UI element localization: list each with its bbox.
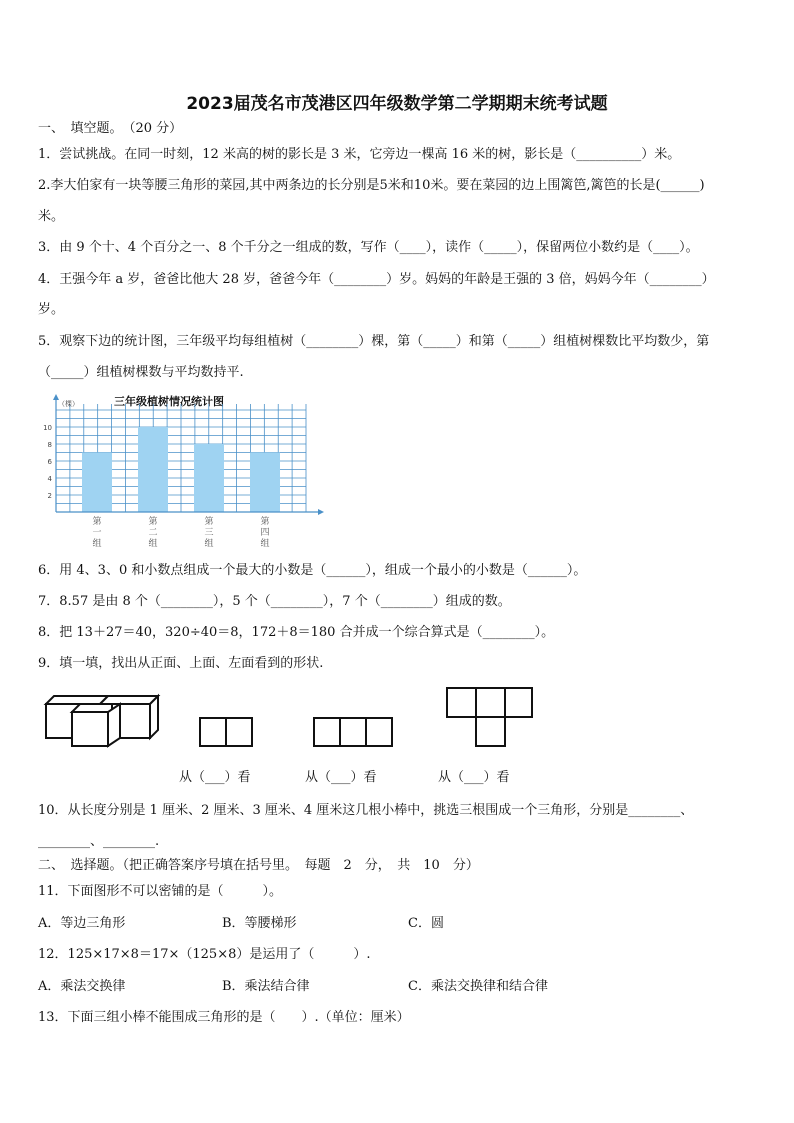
y-tick-label: 8 xyxy=(47,441,52,449)
section-1-heading: 一、 填空题。 （20 分） xyxy=(38,121,183,136)
question-4-line-1: 4．王强今年 a 岁，爸爸比他大 28 岁，爸爸今年（________）岁。妈妈的年龄是王强的 3 倍，妈妈今年（________） xyxy=(38,272,715,287)
x-tick-label: 组 xyxy=(260,539,270,549)
cube-stack-figure xyxy=(40,690,170,750)
question-6: 6．用 4、3、0 和小数点组成一个最大的小数是（______），组成一个最小的小数是（______）。 xyxy=(38,563,587,578)
question-3: 3．由 9 个十、4 个百分之一、8 个千分之一组成的数，写作（____），读作（_____），保留两位小数约是（____）。 xyxy=(38,240,699,255)
y-tick-label: 4 xyxy=(47,475,52,483)
bar-4 xyxy=(250,453,280,513)
x-tick-label: 第 xyxy=(92,517,102,527)
question-10-line-2: ________、________. xyxy=(38,834,160,849)
view-label-2: 从（___）看 xyxy=(305,770,377,785)
y-tick-label: 6 xyxy=(47,458,52,466)
y-axis-label: （棵） xyxy=(58,400,79,408)
question-7: 7．8.57 是由 8 个（________），5 个（________），7 个（________）组成的数。 xyxy=(38,594,511,609)
y-tick-label: 2 xyxy=(47,492,52,500)
question-11: 11．下面图形不可以密铺的是（ ）。 xyxy=(38,884,283,899)
y-tick-label: 10 xyxy=(43,424,52,432)
view-shape-two-squares xyxy=(198,716,256,748)
view-shape-three-squares xyxy=(312,716,396,748)
question-12-option-a: A．乘法交换律 xyxy=(38,979,126,994)
view-label-1: 从（___）看 xyxy=(179,770,251,785)
x-tick-label: 三 xyxy=(204,528,214,538)
view-shape-t-shape xyxy=(445,686,535,748)
question-10-line-1: 10．从长度分别是 1 厘米、2 厘米、3 厘米、4 厘米这几根小棒中，挑选三根围成一个三角形，分别是________、 xyxy=(38,803,694,818)
section-2-heading: 二、 选择题。（把正确答案序号填在括号里。 每题 2 分， 共 10 分） xyxy=(38,858,479,873)
question-12-option-b: B．乘法结合律 xyxy=(222,979,310,994)
tree-planting-bar-chart xyxy=(0,0,794,560)
x-tick-label: 组 xyxy=(92,539,102,549)
question-11-option-a: A．等边三角形 xyxy=(38,916,126,931)
question-5-line-2: （_____）组植树棵数与平均数持平. xyxy=(38,365,244,380)
question-2-line-2: 米。 xyxy=(38,209,65,224)
x-tick-label: 第 xyxy=(148,517,158,527)
question-2-line-1: 2.李大伯家有一块等腰三角形的菜园,其中两条边的长分别是5米和10米。要在菜园的边上围篱笆,篱笆的长是(______) xyxy=(38,178,705,193)
question-8: 8．把 13＋27＝40，320÷40＝8，172＋8＝180 合并成一个综合算式是（________）。 xyxy=(38,625,555,640)
x-tick-label: 组 xyxy=(204,539,214,549)
chart-title: 三年级植树情况统计图 xyxy=(114,395,224,408)
question-4-line-2: 岁。 xyxy=(38,302,65,317)
page-title: 2023届茂名市茂港区四年级数学第二学期期末统考试题 xyxy=(186,94,608,114)
question-12: 12．125×17×8＝17×（125×8）是运用了（ ）. xyxy=(38,947,371,962)
x-tick-label: 第 xyxy=(260,517,270,527)
question-11-option-b: B．等腰梯形 xyxy=(222,916,297,931)
bar-2 xyxy=(138,427,168,512)
x-tick-label: 第 xyxy=(204,517,214,527)
x-tick-label: 一 xyxy=(92,528,102,538)
x-tick-label: 组 xyxy=(148,539,158,549)
question-13: 13．下面三组小棒不能围成三角形的是（ ）.（单位：厘米） xyxy=(38,1010,410,1025)
question-12-option-c: C．乘法交换律和结合律 xyxy=(408,979,548,994)
question-5-line-1: 5．观察下边的统计图，三年级平均每组植树（________）棵，第（_____）和第（_____）组植树棵数比平均数少，第 xyxy=(38,334,710,349)
x-tick-label: 四 xyxy=(260,528,270,538)
x-tick-label: 二 xyxy=(148,528,158,538)
bar-3 xyxy=(194,444,224,512)
view-label-3: 从（___）看 xyxy=(438,770,510,785)
x-axis-arrow xyxy=(318,509,324,515)
question-1: 1．尝试挑战。在同一时刻，12 米高的树的影长是 3 米，它旁边一棵高 16 米的树，影长是（__________）米。 xyxy=(38,147,681,162)
bar-1 xyxy=(82,453,112,513)
question-9: 9．填一填，找出从正面、上面、左面看到的形状. xyxy=(38,656,324,671)
question-11-option-c: C．圆 xyxy=(408,916,444,931)
